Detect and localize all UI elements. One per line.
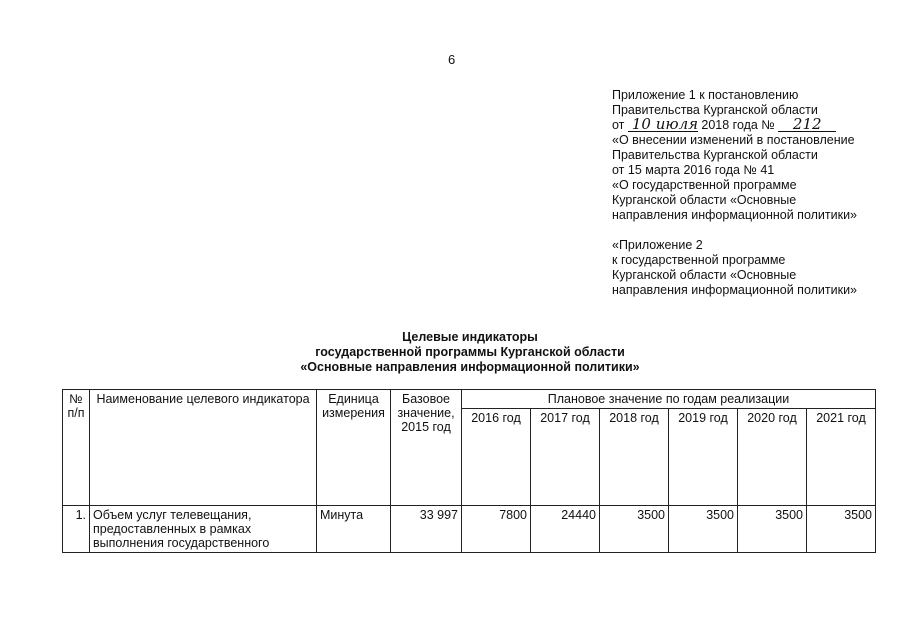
header-planned: Плановое значение по годам реализации <box>462 390 876 409</box>
date-prefix: от <box>612 118 625 132</box>
date-year: 2018 года № <box>701 118 775 132</box>
appendix-line: Курганской области «Основные <box>612 193 797 207</box>
header-name: Наименование целевого индикатора <box>90 390 317 506</box>
header-num: № п/п <box>63 390 90 506</box>
handwritten-number: 212 <box>778 118 836 132</box>
header-year: 2020 год <box>738 409 807 506</box>
header-year: 2016 год <box>462 409 531 506</box>
appendix-line: «Приложение 2 <box>612 238 703 252</box>
indicators-table <box>62 389 876 553</box>
appendix-line: направления информационной политики» <box>612 208 858 222</box>
row-value: 3500 <box>669 506 738 553</box>
row-value: 7800 <box>462 506 531 553</box>
header-base: Базовое значение, 2015 год <box>391 390 462 506</box>
title-line: Целевые индикаторы <box>402 330 538 344</box>
row-unit: Минута <box>317 506 391 553</box>
row-num: 1. <box>63 506 90 553</box>
row-value: 3500 <box>807 506 876 553</box>
appendix-line: от 15 марта 2016 года № 41 <box>612 163 775 177</box>
table-row <box>63 506 876 553</box>
appendix-line: Приложение 1 к постановлению <box>612 88 799 102</box>
header-year: 2018 год <box>600 409 669 506</box>
row-base: 33 997 <box>391 506 462 553</box>
appendix-line: к государственной программе <box>612 253 786 267</box>
title-line: государственной программы Курганской области <box>315 345 625 359</box>
appendix-line: направления информационной политики» <box>612 283 858 297</box>
header-unit: Единица измерения <box>317 390 391 506</box>
appendix-line: Курганской области «Основные <box>612 268 797 282</box>
document-title <box>200 330 740 375</box>
appendix-note <box>612 88 897 298</box>
header-year: 2021 год <box>807 409 876 506</box>
page-number: 6 <box>448 52 456 67</box>
appendix-line: Правительства Курганской области <box>612 103 818 117</box>
appendix-line: Правительства Курганской области <box>612 148 818 162</box>
handwritten-date: 10 июля <box>628 118 698 132</box>
row-value: 3500 <box>600 506 669 553</box>
header-year: 2017 год <box>531 409 600 506</box>
title-line: «Основные направления информационной политики» <box>300 360 640 374</box>
row-value: 3500 <box>738 506 807 553</box>
row-value: 24440 <box>531 506 600 553</box>
appendix-date-line <box>612 115 897 133</box>
appendix-line: «О государственной программе <box>612 178 797 192</box>
appendix-line: «О внесении изменений в постановление <box>612 133 855 147</box>
row-name: Объем услуг телевещания, предоставленных в рамках выполнения государственного <box>90 506 317 553</box>
header-year: 2019 год <box>669 409 738 506</box>
